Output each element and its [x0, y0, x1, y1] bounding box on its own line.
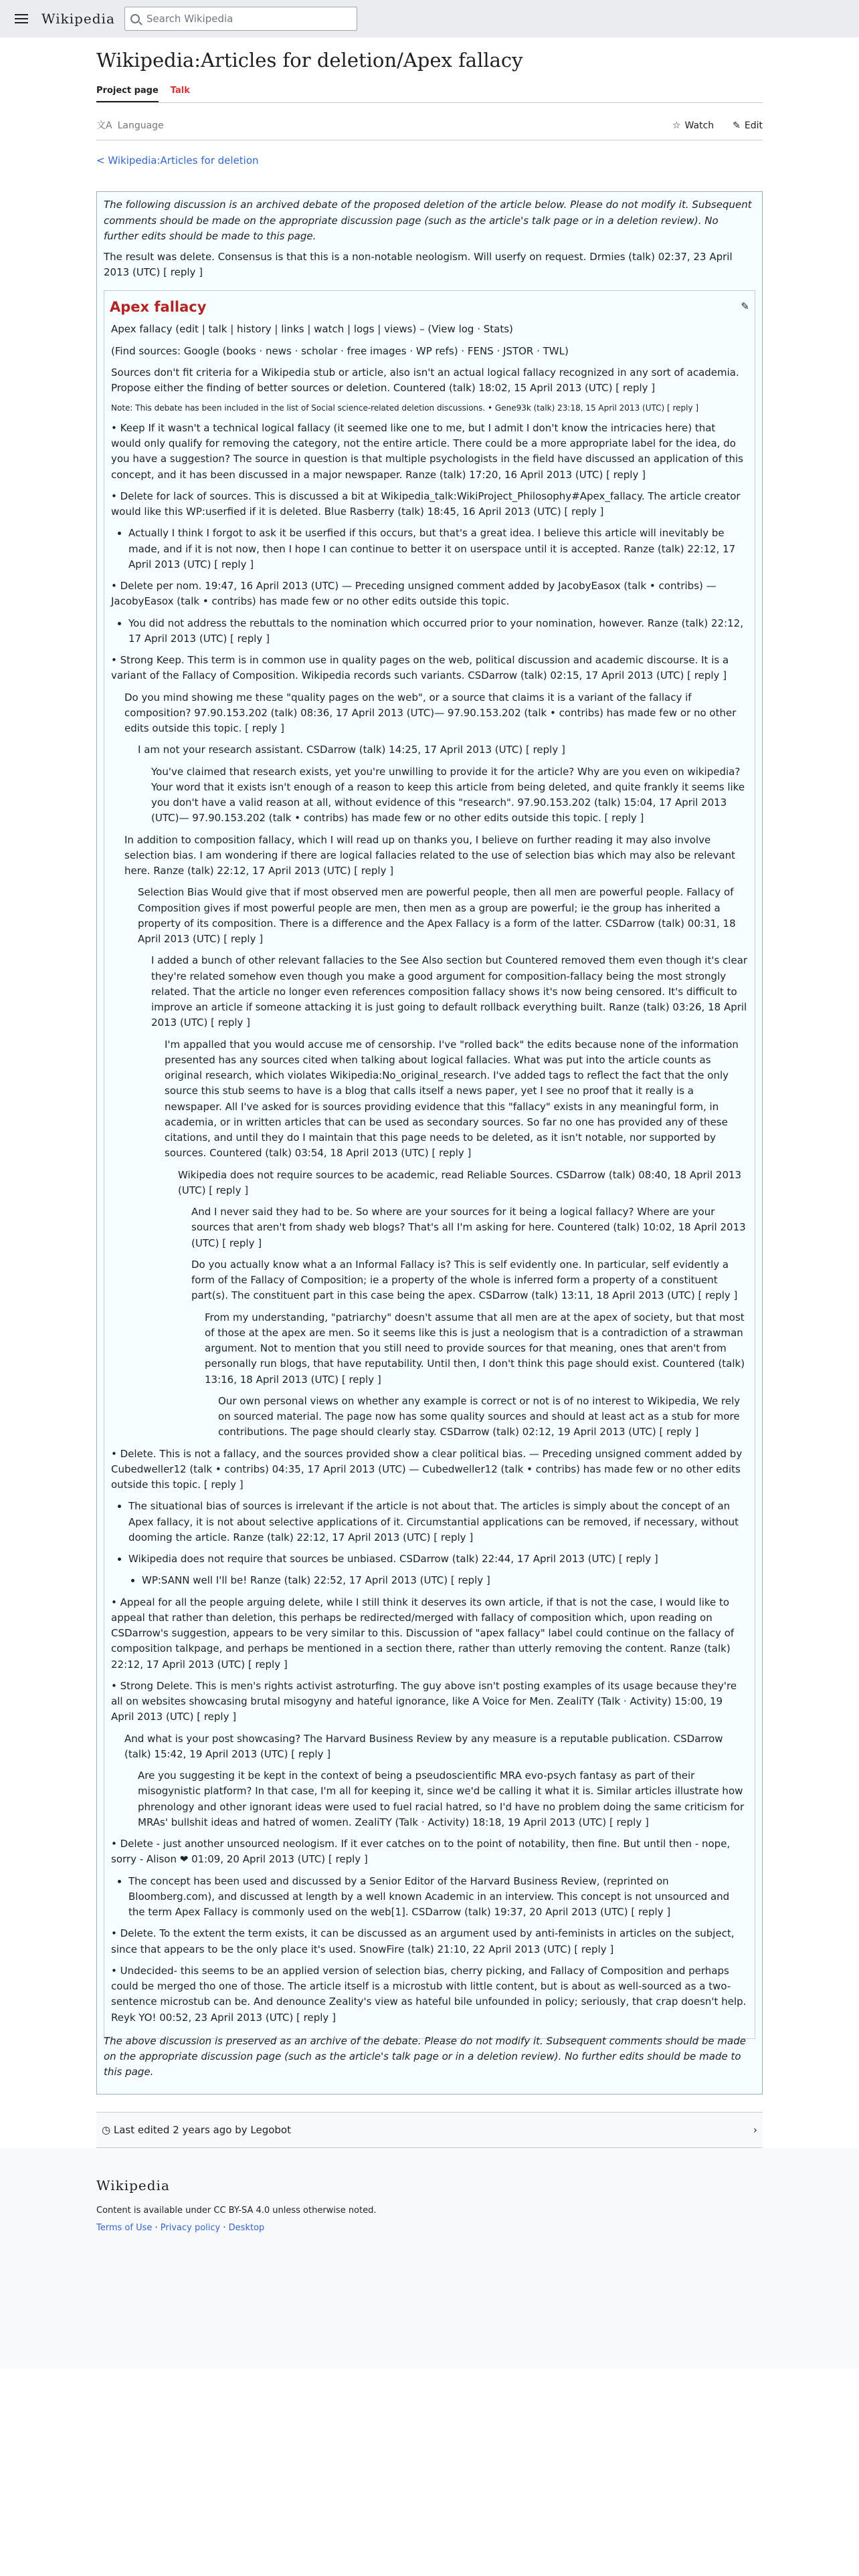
menu-icon[interactable]	[15, 14, 28, 23]
watch-button[interactable]: ☆ Watch	[672, 118, 714, 133]
comment: And I never said they had to be. So where are your sources for it being a logical fallacy? Where are your sources that aren't from shady web blogs? That's all I'm asking for here. Countered (talk) 10:02, 18 April 2013 (UTC) [ reply ]	[191, 1206, 746, 1249]
comment: Do you mind showing me these "quality pages on the web", or a source that claims it is a variant of the fallacy if composition? 97.90.153.202 (talk) 08:36, 17 April 2013 (UTC)— 97.90.153.202 (talk • contribs) has made few or no other edits outside this topic. [ reply ]	[124, 691, 737, 735]
comment: WP:SANN well I'll be! Ranze (talk) 22:52, 17 April 2013 (UTC) [ reply ]	[142, 1574, 490, 1587]
last-edited-bar[interactable]: ◷ Last edited 2 years ago by Legobot ›	[96, 2112, 763, 2148]
edit-section-icon[interactable]: ✎	[741, 300, 749, 313]
comment: • Undecided- this seems to be an applied version of selection bias, cherry picking, and Fallacy of Composition and perhaps could be merged tho one of those. The article itself is a microstub with little content, but is about as well-sourced as a two-sentence microstub can be. And denounce Zeality's view as hateful bile unfounded in policy; seriously, that crap doesn't help. Reyk YO! 00:52, 23 April 2013 (UTC) [ reply ]	[111, 1964, 747, 2024]
case-sources[interactable]: (Find sources: Google (books · news · scholar · free images · WP refs) · FENS · JSTOR · TWL)	[111, 344, 569, 357]
back-link[interactable]: < Wikipedia:Articles for deletion	[96, 154, 259, 167]
language-button[interactable]: 文A Language	[96, 118, 672, 133]
language-icon: 文A	[96, 120, 112, 131]
edit-button[interactable]: ✎ Edit	[733, 118, 763, 133]
tab-project-page[interactable]: Project page	[96, 84, 159, 103]
delsort-note: Note: This debate has been included in the list of Social science-related deletion discussions. • Gene93k (talk) 23:18, 15 April 2013 (UTC) [ reply ]	[111, 403, 699, 413]
nomination-text: Sources don't fit criteria for a Wikipedia stub or article, also isn't an actual logical fallacy recognized in any sort of academia. Propose either the finding of better sources or deletion. Countered (talk) 18:02, 15 April 2013 (UTC) [ reply ]	[111, 366, 739, 395]
comment: From my understanding, "patriarchy" doesn't assume that all men are at the apex of society, but that most of those at the apex are men. So it seems like this is just a neologism that is a contradiction of a strawman argument. Not to mention that you still need to provide sources for that meaning, ones that aren't from personally run blogs, that have reputability. Until then, I don't think this page should exist. Countered (talk) 13:16, 18 April 2013 (UTC) [ reply ]	[205, 1311, 745, 1386]
wikipedia-wordmark[interactable]: Wikipedia	[41, 11, 115, 27]
comment: Do you actually know what a an Informal Fallacy is? This is self evidently one. In particular, self evidently a form of the Fallacy of Composition; ie a property of the whole is inferred form a property of a constituent part(s). The constituent part in this case being the apex. CSDarrow (talk) 13:11, 18 April 2013 (UTC) [ reply ]	[191, 1258, 738, 1302]
comment: • Delete for lack of sources. This is discussed a bit at Wikipedia_talk:WikiProject_Philosophy#Apex_fallacy. The article creator would like this WP:userfied if it is deleted. Blue Rasberry (talk) 18:45, 16 April 2013 (UTC) [ reply ]	[111, 490, 741, 518]
comment: I am not your research assistant. CSDarrow (talk) 14:25, 17 April 2013 (UTC) [ reply ]	[138, 744, 565, 756]
comment: You've claimed that research exists, yet you're unwilling to provide it for the article? Why are you even on wikipedia? Your word that it exists isn't enough of a reason to keep this article from being deleted, and quite frankly it seems like you don't have a valid reason at all, without evidence of this "research". 97.90.153.202 (talk) 15:04, 17 April 2013 (UTC)— 97.90.153.202 (talk • contribs) has made few or no other edits outside this topic. [ reply ]	[151, 765, 745, 825]
comment: • Appeal for all the people arguing delete, while I still think it deserves its own article, if that is not the case, I would like to appeal that rather than deletion, this perhaps be redirected/merged with fallacy of composition which, upon reading on CSDarrow's suggestion, appears to be very similar to this. Discussion of "apex fallacy" label could continue on the fallacy of composition talkpage, and perhaps be mentioned in a section there, rather than utterly removing the content. Ranze (talk) 22:12, 17 April 2013 (UTC) [ reply ]	[111, 1596, 735, 1671]
result-text: The result was delete. Consensus is that this is a non-notable neologism. Will userfy on request. Drmies (talk) 02:37, 23 April 2013 (UTC) [ reply ]	[104, 251, 733, 279]
search-icon	[130, 14, 140, 23]
star-icon: ☆	[672, 120, 681, 131]
tab-talk[interactable]: Talk	[170, 85, 190, 96]
search-input[interactable]	[124, 7, 357, 31]
footer-wordmark: Wikipedia	[96, 2177, 170, 2193]
comment: Wikipedia does not require sources to be academic, read Reliable Sources. CSDarrow (talk) 08:40, 18 April 2013 (UTC) [ reply ]	[178, 1168, 742, 1196]
comment: • Strong Keep. This term is in common use in quality pages on the web, political discussion and academic discourse. It is a variant of the Fallacy of Composition. Wikipedia records such variants. CSDarrow (talk) 02:15, 17 April 2013 (UTC) [ reply ]	[111, 654, 729, 682]
comment: Wikipedia does not require that sources be unbiased. CSDarrow (talk) 22:44, 17 April 2013 (UTC) [ reply ]	[128, 1553, 658, 1566]
archive-notice: The following discussion is an archived debate of the proposed deletion of the article below. Please do not modify it. Subsequent comments should be made on the appropriate discussion page (such as the article's talk page or in a deletion review). No further edits should be made to this page.	[104, 199, 752, 242]
case-links[interactable]: Apex fallacy (edit | talk | history | links | watch | logs | views) – (View log · Stats)	[111, 323, 513, 336]
comment: Actually I think I forgot to ask it be userfied if this occurs, but that's a great idea. I believe this article will inevitably be made, and if it is not now, then I hope I can continue to better it on userspace until it is accepted. Ranze (talk) 22:12, 17 April 2013 (UTC) [ reply ]	[128, 527, 736, 570]
comment: And what is your post showcasing? The Harvard Business Review by any measure is a reputable publication. CSDarrow (talk) 15:42, 19 April 2013 (UTC) [ reply ]	[124, 1732, 723, 1760]
archive-box	[96, 191, 763, 2094]
comment: • Delete. To the extent the term exists, it can be discussed as an argument used by anti-feminists in articles on the subject, since that appears to be the only place it's used. SnowFire (talk) 21:10, 22 April 2013 (UTC) [ reply ]	[111, 1927, 735, 1955]
comment: • Delete. This is not a fallacy, and the sources provided show a clear political bias. — Preceding unsigned comment added by Cubedweller12 (talk • contribs) 04:35, 17 April 2013 (UTC) — Cubedweller12 (talk • contribs) has made few or no other edits outside this topic. [ reply ]	[111, 1447, 743, 1491]
search-placeholder: Search Wikipedia	[146, 13, 233, 25]
comment: Our own personal views on whether any example is correct or not is of no interest to Wikipedia, We rely on sourced material. The page now has some quality sources and should at least act as a stub for more contributions. The page should clearly stay. CSDarrow (talk) 02:12, 19 April 2013 (UTC) [ reply ]	[218, 1394, 741, 1438]
desktop-link[interactable]: Desktop	[228, 2223, 265, 2234]
archive-end: The above discussion is preserved as an archive of the debate. Please do not modify it. Subsequent comments should be made on the appropriate discussion page (such as the article's talk page or in a deletion review). No further edits should be made to this page.	[104, 2034, 746, 2078]
comment: In addition to composition fallacy, which I will read up on thanks you, I believe on further reading it may also involve selection bias. I am wondering if there are logical fallacies related to the use of selection bias which may also be relevant here. Ranze (talk) 22:12, 17 April 2013 (UTC) [ reply ]	[124, 833, 736, 877]
comment: The concept has been used and discussed by a Senior Editor of the Harvard Business Review, (reprinted on Bloomberg.com), and discussed at length by a well known Academic in an interview. This concept is not unsourced and the term Apex Fallacy is commonly used on the web[1]. CSDarrow (talk) 19:37, 20 April 2013 (UTC) [ reply ]	[128, 1874, 730, 1919]
case-heading: Apex fallacy	[110, 298, 207, 315]
chevron-right-icon: ›	[753, 2123, 757, 2136]
comment: Are you suggesting it be kept in the context of being a pseudoscientific MRA evo-psych fantasy as part of their misogynistic platform? In that case, I'm all for keeping it, since we'd be calling it what it is. Similar articles illustrate how phrenology and other ignorant ideas were used to fuel racial hatred, so I'd have no problem doing the same criticism for MRAs' bullshit ideas and hatred of women. ZealiTY (Talk · Activity) 18:18, 19 April 2013 (UTC) [ reply ]	[138, 1769, 745, 1828]
comment: • Delete - just another unsourced neologism. If it ever catches on to the point of notability, then fine. But until then - nope, sorry - Alison ❤ 01:09, 20 April 2013 (UTC) [ reply ]	[111, 1838, 731, 1866]
page-title: Wikipedia:Articles for deletion/Apex fallacy	[96, 49, 523, 72]
comment: The situational bias of sources is irrelevant if the article is not about that. The articles is simply about the concept of an Apex fallacy, it is not about selective applications of it. Circumstantial applications can be removed, if necessary, without dooming the article. Ranze (talk) 22:12, 17 April 2013 (UTC) [ reply ]	[128, 1500, 739, 1543]
license-text: Content is available under CC BY-SA 4.0 unless otherwise noted.	[96, 2205, 377, 2216]
comment: • Strong Delete. This is men's rights activist astroturfing. The guy above isn't posting examples of its usage because they're all on websites showcasing brutal misogyny and hateful ignorance, like A Voice for Men. ZealiTY (Talk · Activity) 15:00, 19 April 2013 (UTC) [ reply ]	[111, 1679, 737, 1723]
comment: • Delete per nom. 19:47, 16 April 2013 (UTC) — Preceding unsigned comment added by JacobyEasox (talk • contribs) — JacobyEasox (talk • contribs) has made few or no other edits outside this topic.	[111, 580, 717, 608]
privacy-link[interactable]: Privacy policy	[160, 2223, 221, 2234]
footer: Wikipedia Content is available under CC BY-SA 4.0 unless otherwise noted. Terms of Use · Privacy policy · Desktop	[0, 2148, 859, 2369]
comment: I'm appalled that you would accuse me of censorship. I've "rolled back" the edits because none of the information presented has any sources cited when talking about logical fallacies. What was put into the article counts as original research, which violates Wikipedia:No_original_research. I've added tags to reflect the fact that the only source this stub seems to have is a blog that calls itself a news paper, yet I see no proof that it really is a newspaper. All I've asked for is sources providing evidence that this "fallacy" exists in any meaningful form, in academia, or in written articles that can be used as secondary sources. So far no one has provided any of these citations, and until they do I maintain that this page needs to be deleted, as it isn't notable, nor supported by sources. Countered (talk) 03:54, 18 April 2013 (UTC) [ reply ]	[165, 1038, 739, 1160]
discussion-case	[104, 290, 755, 2039]
pencil-icon: ✎	[733, 120, 741, 131]
clock-icon: ◷	[102, 2123, 114, 2136]
terms-link[interactable]: Terms of Use	[96, 2223, 153, 2234]
top-bar	[0, 0, 859, 37]
comment: Selection Bias Would give that if most observed men are powerful people, then all men are powerful people. Fallacy of Composition gives if most powerful people are men, then men as a group are powerful; ie the group has inherited a property of its composition. There is a difference and the Apex Fallacy is a form of the latter. CSDarrow (talk) 00:31, 18 April 2013 (UTC) [ reply ]	[138, 886, 736, 946]
comment: • Keep If it wasn't a technical logical fallacy (it seemed like one to me, but I admit I don't know the intricacies here) that would only qualify for removing the category, not the entire article. There could be a more appropriate label for the idea, do you have a suggestion? The source in question is that multiple psychologists in the field have discussed an application of this concept, and it has been discussed in a major newspaper. Ranze (talk) 17:20, 16 April 2013 (UTC) [ reply ]	[111, 421, 743, 481]
comment: You did not address the rebuttals to the nomination which occurred prior to your nomination, however. Ranze (talk) 22:12, 17 April 2013 (UTC) [ reply ]	[128, 617, 743, 645]
comment: I added a bunch of other relevant fallacies to the See Also section but Countered removed them even though it's clear they're related somehow even though you make a good argument for composition-fallacy being the most strongly related. That the article no longer even references composition fallacy shows it's now being censored. It's difficult to improve an article if someone attacking it is just going to default rollback everything built. Ranze (talk) 03:26, 18 April 2013 (UTC) [ reply ]	[151, 954, 748, 1029]
